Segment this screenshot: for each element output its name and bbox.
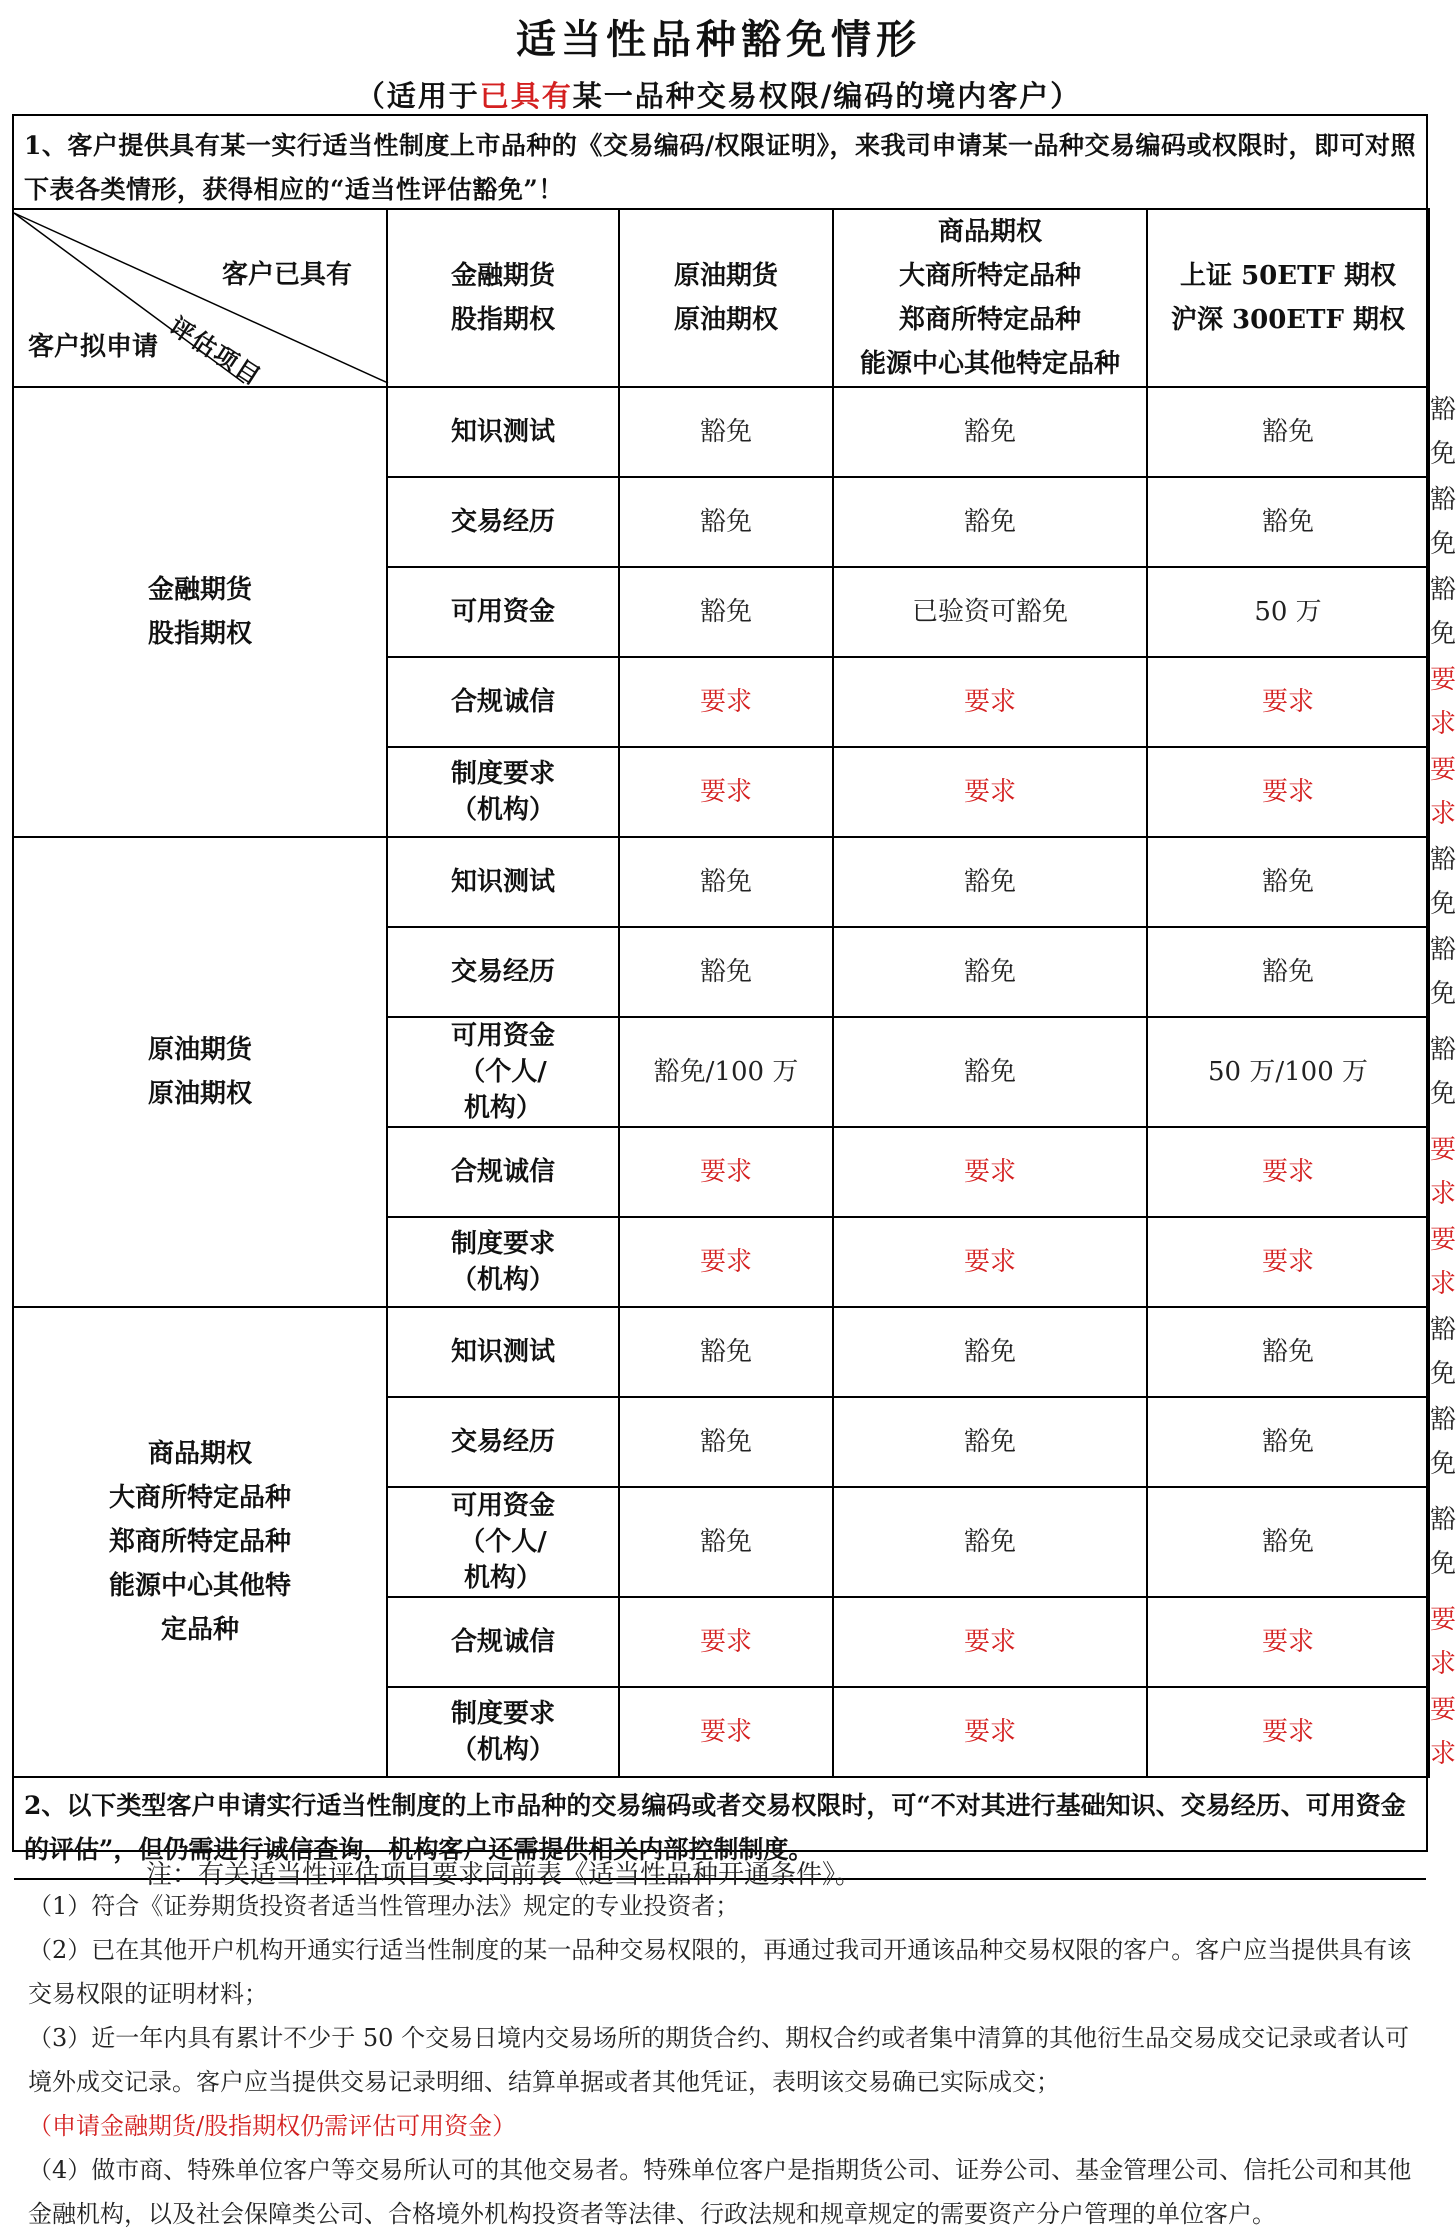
exemption-cell: 豁免 bbox=[1147, 477, 1429, 567]
text-line: 合规诚信 bbox=[450, 1157, 555, 1187]
requirement-cell: 要求 bbox=[833, 1217, 1147, 1307]
subtitle-highlight: 已具有 bbox=[479, 79, 573, 113]
section1-text: 1、客户提供具有某一实行适当性制度上市品种的《交易编码/权限证明》，来我司申请某一品种交易编码或权限时，即可对照下表各类情形，获得相应的“适当性评估豁免”！ bbox=[24, 131, 1417, 204]
exemption-cell: 豁免 bbox=[1147, 837, 1429, 927]
text-line: 金融期货 bbox=[450, 261, 555, 291]
requirement-cell: 要求 bbox=[833, 1597, 1147, 1687]
text-line: 郑商所特定品种 bbox=[108, 1527, 291, 1557]
exemption-cell: 豁免 bbox=[833, 837, 1147, 927]
row-group-label bbox=[13, 387, 387, 837]
column-header bbox=[387, 209, 619, 387]
section2-item bbox=[14, 2148, 1426, 2236]
table-row: 金融期货 股指期权 知识测试 豁免 豁免 豁免 豁免 bbox=[13, 387, 1429, 477]
text-line: （个人/ bbox=[459, 1527, 547, 1557]
text-line: 合规诚信 bbox=[450, 1627, 555, 1657]
text-line: （机构） bbox=[450, 795, 555, 825]
section2-item-text: （4）做市商、特殊单位客户等交易所认可的其他交易者。特殊单位客户是指期货公司、证券公司、基金管理公司、信托公司和其他金融机构，以及社会保障类公司、合格境外机构投资者等法律、行政法规和规章规定的需要资产分户管理的单位客户。 bbox=[28, 2156, 1412, 2228]
text-line: 大商所特定品种 bbox=[108, 1483, 291, 1513]
assessment-item bbox=[387, 657, 619, 747]
text-line: （个人/ bbox=[459, 1057, 547, 1087]
exemption-cell: 豁免 bbox=[619, 387, 833, 477]
requirement-cell: 要求 bbox=[619, 1597, 833, 1687]
text-line: 知识测试 bbox=[450, 867, 555, 897]
text-line: 交易经历 bbox=[450, 507, 555, 537]
assessment-item bbox=[387, 1127, 619, 1217]
exemption-cell: 豁免 bbox=[619, 927, 833, 1017]
text-line: 可用资金 bbox=[450, 1491, 555, 1521]
exemption-cell: 豁免 bbox=[1147, 1307, 1429, 1397]
exemption-cell: 豁免 bbox=[1147, 1397, 1429, 1487]
text-line: 制度要求 bbox=[450, 1699, 555, 1729]
text-line: 大商所特定品种 bbox=[898, 261, 1081, 291]
table-header-row bbox=[13, 209, 1429, 387]
requirement-cell: 要求 bbox=[833, 1127, 1147, 1217]
text-line: 原油期权 bbox=[147, 1079, 252, 1109]
exemption-cell: 豁免 bbox=[1147, 1487, 1429, 1597]
page-subtitle bbox=[0, 74, 1437, 115]
requirement-cell: 要求 bbox=[1147, 1217, 1429, 1307]
column-header bbox=[1147, 209, 1429, 387]
assessment-item bbox=[387, 927, 619, 1017]
table-row: 商品期权 大商所特定品种 郑商所特定品种 能源中心其他特 定品种 知识测试 豁免 豁免 豁免 豁免 bbox=[13, 1307, 1429, 1397]
text-line: 机构） bbox=[463, 1093, 542, 1123]
subtitle-open: （适用于 bbox=[355, 79, 480, 113]
text-line: 机构） bbox=[463, 1563, 542, 1593]
assessment-item bbox=[387, 1307, 619, 1397]
exemption-cell: 豁免 bbox=[619, 1307, 833, 1397]
table-row: 制度要求 （机构） 要求 要求 要求 要求 bbox=[13, 747, 1429, 837]
table-row: 可用资金 （个人/ 机构） 豁免/100 万 豁免 50 万/100 万 豁免 bbox=[13, 1017, 1429, 1127]
exemption-cell: 已验资可豁免 bbox=[833, 567, 1147, 657]
exemption-cell: 50 万/100 万 bbox=[1147, 1017, 1429, 1127]
exemption-cell: 豁免 bbox=[833, 387, 1147, 477]
exemption-cell: 豁免 bbox=[619, 837, 833, 927]
table-row: 交易经历 豁免 豁免 豁免 豁免 bbox=[13, 927, 1429, 1017]
exemption-cell: 豁免 bbox=[833, 1307, 1147, 1397]
table-row: 交易经历 豁免 豁免 豁免 豁免 bbox=[13, 1397, 1429, 1487]
assessment-item bbox=[387, 1017, 619, 1127]
text-line: 商品期权 bbox=[147, 1439, 252, 1469]
exemption-cell: 豁免 bbox=[833, 1397, 1147, 1487]
text-line: 交易经历 bbox=[450, 957, 555, 987]
text-line: 商品期权 bbox=[937, 217, 1042, 247]
exemption-cell: 豁免 bbox=[1147, 927, 1429, 1017]
text-line: 原油期权 bbox=[673, 305, 778, 335]
text-line: 定品种 bbox=[160, 1615, 239, 1645]
section2-heading: 2、以下类型客户申请实行适当性制度的上市品种的交易编码或者交易权限时，可“不对其进行基础知识、交易经历、可用资金的评估”，但仍需进行诚信查询，机构客户还需提供相关内部控制制度。 bbox=[24, 1791, 1406, 1864]
text-line: 知识测试 bbox=[450, 1337, 555, 1367]
requirement-cell: 要求 bbox=[1147, 747, 1429, 837]
assessment-item bbox=[387, 837, 619, 927]
table-row: 可用资金 豁免 已验资可豁免 50 万 豁免 bbox=[13, 567, 1429, 657]
assessment-item bbox=[387, 567, 619, 657]
section2-item-text: （2）已在其他开户机构开通实行适当性制度的某一品种交易权限的，再通过我司开通该品种交易权限的客户。客户应当提供具有该交易权限的证明材料； bbox=[28, 1936, 1412, 2008]
footnote: 注：有关适当性评估项目要求同前表《适当性品种开通条件》。 bbox=[146, 1860, 862, 1890]
section2-items bbox=[14, 1884, 1426, 2236]
diag-label-items: 评估项目 bbox=[164, 310, 268, 392]
page-title: 适当性品种豁免情形 bbox=[516, 16, 921, 63]
column-header bbox=[619, 209, 833, 387]
subtitle-rest: 某一品种交易权限/编码的境内客户） bbox=[572, 79, 1082, 113]
exemption-cell: 豁免 bbox=[1147, 387, 1429, 477]
table-row: 原油期货 原油期权 知识测试 豁免 豁免 豁免 豁免 bbox=[13, 837, 1429, 927]
text-line: 能源中心其他特定品种 bbox=[859, 349, 1120, 379]
exemption-table bbox=[12, 208, 1456, 1778]
text-line: 合规诚信 bbox=[450, 687, 555, 717]
diag-label-has: 客户已具有 bbox=[221, 260, 352, 290]
table-row: 合规诚信 要求 要求 要求 要求 bbox=[13, 1597, 1429, 1687]
section2-item-note: （申请金融期货/股指期权仍需评估可用资金） bbox=[28, 2112, 517, 2140]
text-line: 原油期货 bbox=[147, 1035, 252, 1065]
section2-item bbox=[14, 1928, 1426, 2016]
exemption-cell: 豁免 bbox=[619, 567, 833, 657]
assessment-item bbox=[387, 1217, 619, 1307]
table-row: 制度要求 （机构） 要求 要求 要求 要求 bbox=[13, 1687, 1429, 1777]
column-header bbox=[833, 209, 1147, 387]
row-group-label bbox=[13, 837, 387, 1307]
assessment-item bbox=[387, 1597, 619, 1687]
row-group-label bbox=[13, 1307, 387, 1777]
exemption-cell: 豁免/100 万 bbox=[619, 1017, 833, 1127]
exemption-cell: 豁免 bbox=[833, 927, 1147, 1017]
section2-item-text: （1）符合《证券期货投资者适当性管理办法》规定的专业投资者； bbox=[28, 1892, 740, 1920]
text-line: 能源中心其他特 bbox=[108, 1571, 291, 1601]
requirement-cell: 要求 bbox=[1147, 1597, 1429, 1687]
assessment-item bbox=[387, 1487, 619, 1597]
text-line: （机构） bbox=[450, 1735, 555, 1765]
section2-item bbox=[14, 2016, 1426, 2148]
table-row: 可用资金 （个人/ 机构） 豁免 豁免 豁免 豁免 bbox=[13, 1487, 1429, 1597]
assessment-item bbox=[387, 747, 619, 837]
text-line: 可用资金 bbox=[450, 1021, 555, 1051]
requirement-cell: 要求 bbox=[1147, 1127, 1429, 1217]
text-line: 原油期货 bbox=[673, 261, 778, 291]
section2-item-text: （3）近一年内具有累计不少于 50 个交易日境内交易场所的期货合约、期权合约或者集中清算的其他衍生品交易成交记录或者认可境外成交记录。客户应当提供交易记录明细、结算单据或者其他凭证，表明该交易确已实际成交； bbox=[28, 2024, 1410, 2096]
text-line: 郑商所特定品种 bbox=[898, 305, 1081, 335]
text-line: 制度要求 bbox=[450, 759, 555, 789]
requirement-cell: 要求 bbox=[619, 1127, 833, 1217]
requirement-cell: 要求 bbox=[833, 747, 1147, 837]
requirement-cell: 要求 bbox=[833, 1687, 1147, 1777]
text-line: 金融期货 bbox=[147, 575, 252, 605]
exemption-cell: 豁免 bbox=[833, 477, 1147, 567]
table-row: 合规诚信 要求 要求 要求 要求 bbox=[13, 657, 1429, 747]
assessment-item bbox=[387, 1687, 619, 1777]
exemption-cell: 豁免 bbox=[619, 1397, 833, 1487]
text-line: 知识测试 bbox=[450, 417, 555, 447]
text-line: 制度要求 bbox=[450, 1229, 555, 1259]
requirement-cell: 要求 bbox=[1147, 1687, 1429, 1777]
text-line: 交易经历 bbox=[450, 1427, 555, 1457]
assessment-item bbox=[387, 477, 619, 567]
table-body bbox=[13, 209, 1456, 1777]
table-row: 合规诚信 要求 要求 要求 要求 bbox=[13, 1127, 1429, 1217]
table-row: 交易经历 豁免 豁免 豁免 豁免 bbox=[13, 477, 1429, 567]
requirement-cell: 要求 bbox=[619, 747, 833, 837]
requirement-cell: 要求 bbox=[619, 657, 833, 747]
exemption-cell: 豁免 bbox=[833, 1017, 1147, 1127]
assessment-item bbox=[387, 387, 619, 477]
table-row: 制度要求 （机构） 要求 要求 要求 要求 bbox=[13, 1217, 1429, 1307]
exemption-cell: 豁免 bbox=[833, 1487, 1147, 1597]
diag-label-apply: 客户拟申请 bbox=[28, 332, 159, 362]
diagonal-header-cell bbox=[13, 209, 387, 392]
assessment-item bbox=[387, 1397, 619, 1487]
text-line: 股指期权 bbox=[147, 619, 252, 649]
text-line: （机构） bbox=[450, 1265, 555, 1295]
requirement-cell: 要求 bbox=[833, 657, 1147, 747]
text-line: 沪深 300ETF 期权 bbox=[1170, 305, 1405, 335]
exemption-cell: 豁免 bbox=[619, 477, 833, 567]
text-line: 可用资金 bbox=[450, 597, 555, 627]
requirement-cell: 要求 bbox=[1147, 657, 1429, 747]
requirement-cell: 要求 bbox=[619, 1687, 833, 1777]
text-line: 上证 50ETF 期权 bbox=[1180, 261, 1396, 291]
text-line: 股指期权 bbox=[450, 305, 555, 335]
exemption-cell: 50 万 bbox=[1147, 567, 1429, 657]
exemption-cell: 豁免 bbox=[619, 1487, 833, 1597]
requirement-cell: 要求 bbox=[619, 1217, 833, 1307]
